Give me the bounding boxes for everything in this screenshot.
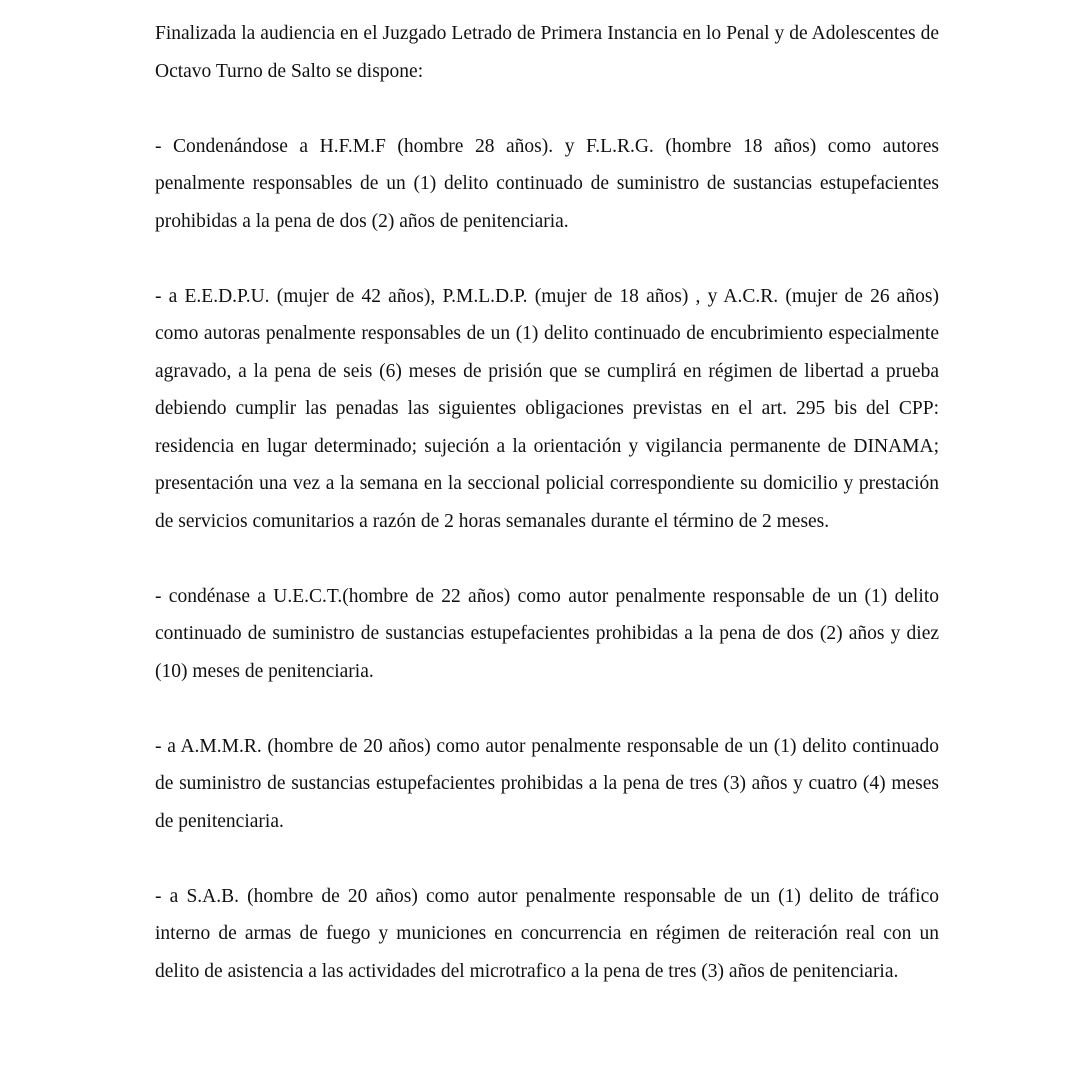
- sentence-paragraph-eedpu-pmldp-acr: - a E.E.D.P.U. (mujer de 42 años), P.M.L.D.P. (mujer de 18 años) , y A.C.R. (mujer de 26 años) como autoras penalmente responsables de un (1) delito continuado de encubrimiento especialmente agravado, a la pena de seis (6) meses de prisión que se cumplirá en régimen de libertad a prueba debiendo cumplir las penadas las siguientes obligaciones previstas en el art. 295 bis del CPP: residencia en lugar determinado; sujeción a la orientación y vigilancia permanente de DINAMA; presentación una vez a la semana en la seccional policial correspondiente su domicilio y prestación de servicios comunitarios a razón de 2 horas semanales durante el término de 2 meses.: [155, 285, 939, 532]
- sentence-paragraph-sab: - a S.A.B. (hombre de 20 años) como autor penalmente responsable de un (1) delito de tráfico interno de armas de fuego y municiones en concurrencia en régimen de reiteración real con un delito de asistencia a las actividades del microtrafico a la pena de tres (3) años de penitenciaria.: [155, 885, 939, 982]
- intro-paragraph: Finalizada la audiencia en el Juzgado Letrado de Primera Instancia en lo Penal y de Adolescentes de Octavo Turno de Salto se dispone:: [155, 23, 939, 82]
- sentence-paragraph-uect: - condénase a U.E.C.T.(hombre de 22 años) como autor penalmente responsable de un (1) delito continuado de suministro de sustancias estupefacientes prohibidas a la pena de dos (2) años y diez (10) meses de penitenciaria.: [155, 585, 939, 682]
- sentence-paragraph-hfmf-flrg: - Condenándose a H.F.M.F (hombre 28 años). y F.L.R.G. (hombre 18 años) como autores penalmente responsables de un (1) delito continuado de suministro de sustancias estupefacientes prohibidas a la pena de dos (2) años de penitenciaria.: [155, 135, 939, 232]
- document-page: [155, 15, 939, 990]
- sentence-paragraph-ammr: - a A.M.M.R. (hombre de 20 años) como autor penalmente responsable de un (1) delito continuado de suministro de sustancias estupefacientes prohibidas a la pena de tres (3) años y cuatro (4) meses de penitenciaria.: [155, 735, 939, 832]
